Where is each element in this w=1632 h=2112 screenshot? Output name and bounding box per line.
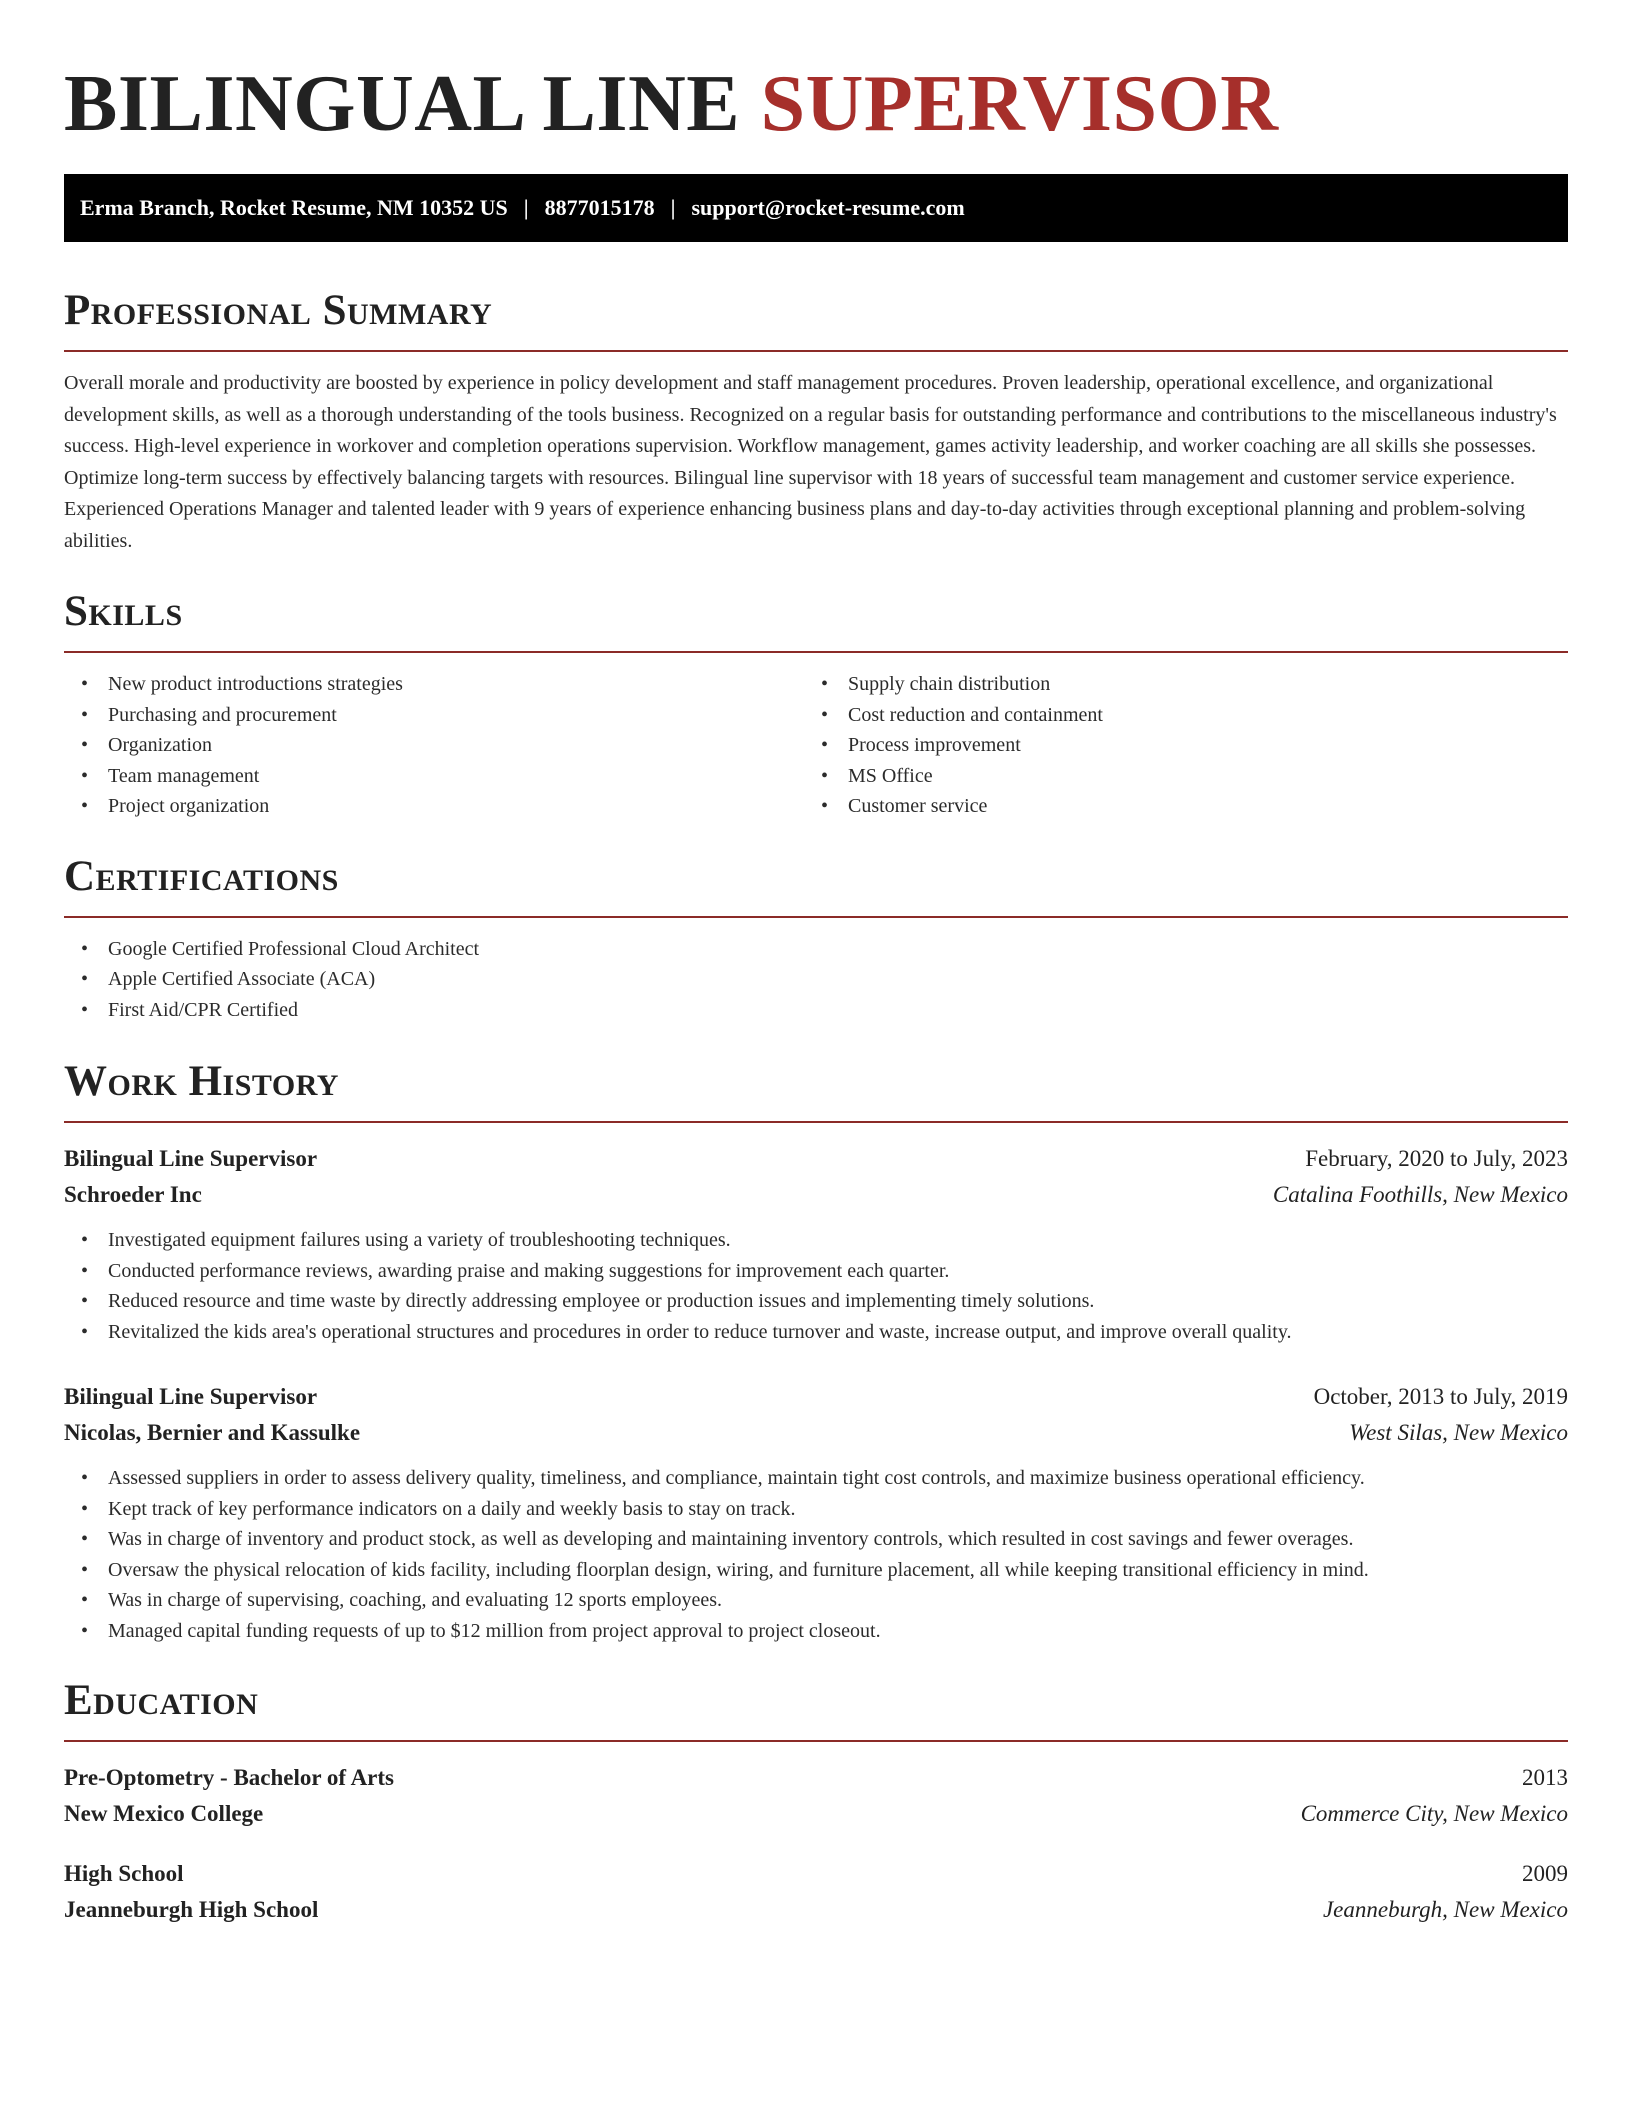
education-entry xyxy=(64,1856,1568,1928)
skills-section xyxy=(64,587,1568,822)
contact-phone: 8877015178 xyxy=(544,195,655,220)
job-duties xyxy=(64,1463,1568,1646)
duty-item: • Managed capital funding requests of up to $12 million from project approval to project closeout. xyxy=(81,1619,881,1642)
section-title-education: Education xyxy=(64,1677,259,1724)
skills-list-right xyxy=(804,669,1544,822)
section-title-work-history: Work History xyxy=(64,1058,339,1105)
duty-item: • Was in charge of inventory and product stock, as well as developing and maintaining inventory controls, which resulted in cost savings and fewer overages. xyxy=(81,1528,1354,1550)
section-divider xyxy=(64,350,1568,352)
skill-item: • Customer service xyxy=(821,795,988,817)
skills-list-left xyxy=(64,669,804,822)
education-degree: Pre-Optometry - Bachelor of Arts xyxy=(64,1765,394,1790)
contact-separator: | xyxy=(523,195,529,220)
skill-item: • Team management xyxy=(81,764,260,787)
contact-address: Erma Branch, Rocket Resume, NM 10352 US xyxy=(80,195,508,220)
education-section xyxy=(64,1676,1568,1928)
skills-grid xyxy=(64,669,1568,822)
job-dates: October, 2013 to July, 2019 xyxy=(1313,1384,1568,1409)
duty-item: • Revitalized the kids area's operational structures and procedures in order to reduce turnover and waste, increase output, and improve overall quality. xyxy=(81,1320,1292,1343)
job-title: Bilingual Line Supervisor xyxy=(64,1146,318,1171)
skill-item: • Supply chain distribution xyxy=(821,673,1051,695)
certifications-section xyxy=(64,852,1568,1026)
section-divider xyxy=(64,916,1568,918)
education-location: Jeanneburgh, New Mexico xyxy=(1322,1897,1568,1922)
education-location: Commerce City, New Mexico xyxy=(1300,1801,1568,1826)
duty-item: • Oversaw the physical relocation of kids facility, including floorplan design, wiring, and furniture placement, all while keeping transitional efficiency in mind. xyxy=(81,1558,1369,1581)
education-school: Jeanneburgh High School xyxy=(64,1897,319,1922)
section-title-skills: Skills xyxy=(64,588,183,635)
certification-item: • First Aid/CPR Certified xyxy=(81,998,299,1021)
summary-section xyxy=(64,286,1568,557)
job-duties xyxy=(64,1225,1568,1347)
skill-item: • New product introductions strategies xyxy=(81,673,403,695)
skill-item: • MS Office xyxy=(821,764,933,787)
job-location: Catalina Foothills, New Mexico xyxy=(1272,1182,1568,1207)
duty-item: • Reduced resource and time waste by directly addressing employee or production issues and implementing timely solutions. xyxy=(81,1290,1095,1312)
skill-item: • Process improvement xyxy=(821,734,1021,756)
skill-item: • Organization xyxy=(81,734,213,756)
certification-item: • Google Certified Professional Cloud Architect xyxy=(81,937,480,960)
education-school: New Mexico College xyxy=(64,1801,264,1826)
skill-item: • Purchasing and procurement xyxy=(81,703,337,726)
education-degree: High School xyxy=(64,1861,184,1886)
section-divider xyxy=(64,1121,1568,1123)
contact-bar xyxy=(64,174,1568,242)
education-year: 2009 xyxy=(1522,1861,1568,1886)
job-company: Nicolas, Bernier and Kassulke xyxy=(64,1420,361,1445)
job-entry xyxy=(64,1141,1568,1347)
certifications-list xyxy=(64,934,1568,1026)
job-entry xyxy=(64,1379,1568,1646)
certification-item: • Apple Certified Associate (ACA) xyxy=(81,968,376,990)
duty-item: • Investigated equipment failures using a variety of troubleshooting techniques. xyxy=(81,1229,731,1251)
resume-title xyxy=(64,0,1568,150)
section-title-certifications: Certifications xyxy=(64,852,339,900)
contact-separator: | xyxy=(670,195,676,220)
job-company: Schroeder Inc xyxy=(64,1182,202,1207)
duty-item: • Assessed suppliers in order to assess delivery quality, timeliness, and compliance, maintain tight cost controls, and maximize business operational efficiency. xyxy=(81,1467,1365,1489)
section-divider xyxy=(64,651,1568,653)
education-year: 2013 xyxy=(1522,1765,1568,1790)
duty-item: • Was in charge of supervising, coaching, and evaluating 12 sports employees. xyxy=(81,1589,722,1611)
work-history-section xyxy=(64,1057,1568,1646)
skill-item: • Cost reduction and containment xyxy=(821,703,1103,726)
job-dates: February, 2020 to July, 2023 xyxy=(1305,1146,1568,1171)
section-divider xyxy=(64,1740,1568,1742)
title-part-1: BILINGUAL LINE xyxy=(64,60,741,148)
job-title: Bilingual Line Supervisor xyxy=(64,1384,318,1409)
contact-email: support@rocket-resume.com xyxy=(691,195,965,220)
skill-item: • Project organization xyxy=(81,795,270,817)
duty-item: • Conducted performance reviews, awarding praise and making suggestions for improvement each quarter. xyxy=(81,1259,950,1282)
education-entry xyxy=(64,1760,1568,1832)
job-location: West Silas, New Mexico xyxy=(1349,1420,1568,1445)
summary-text: Overall morale and productivity are boosted by experience in policy development and staff management procedures. Proven leadership, operational excellence, and organizational development skills, as well as a thorough understanding of the tools business. Recognized on a regular basis for outstanding performance and contributions to the miscellaneous industry's success. High-level experience in workover and completion operations supervision. Workflow management, games activity leadership, and worker coaching are all skills she possesses. Optimize long-term success by effectively balancing targets with resources. Bilingual line supervisor with 18 years of successful team management and customer service experience. Experienced Operations Manager and talented leader with 9 years of experience enhancing business plans and day-to-day activities through exceptional planning and problem-solving abilities. xyxy=(64,372,1557,552)
duty-item: • Kept track of key performance indicators on a daily and weekly basis to stay on track. xyxy=(81,1497,796,1520)
section-title-summary: Professional Summary xyxy=(64,287,493,334)
title-part-2: SUPERVISOR xyxy=(760,60,1279,148)
